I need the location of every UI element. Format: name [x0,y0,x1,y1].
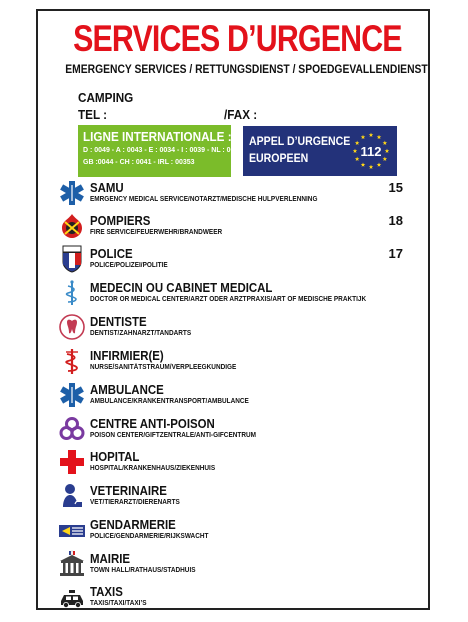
service-desc: HOSPITAL/KRANKENHAUS/ZIEKENHUIS [90,465,216,472]
service-desc: EMRGENCY MEDICAL SERVICE/NOTARZT/MEDISCHE HULPVERLENNING [90,196,318,203]
eu-star [361,162,366,166]
service-name: TAXIS [90,584,123,599]
service-name: GENDARMERIE [90,517,176,532]
european-emergency-box [243,126,397,176]
service-desc: DENTIST/ZAHNARZT/TANDARTS [90,330,192,337]
international-codes-line-2: GB :0044 - CH : 0041 - IRL : 00353 [83,159,195,166]
service-name: HOPITAL [90,449,140,464]
veterinarian-icon [58,482,86,510]
service-desc: POLICE/POLIZEI/POLITIE [90,262,168,269]
star-of-life-icon [58,179,86,207]
service-desc: TAXIS/TAXI/TAXI’S [90,600,147,607]
eu-star [361,135,366,139]
service-number: 18 [388,213,403,228]
service-desc: POISON CENTER/GIFTZENTRALE/ANTI-GIFCENTRUM [90,432,257,439]
gendarmerie-icon [58,516,86,544]
service-row-police [58,245,418,275]
fax-label: /FAX : [224,107,258,122]
european-line-1: APPEL D’URGENCE [249,134,351,148]
service-name: MAIRIE [90,551,131,566]
eu-star [369,133,374,137]
emergency-sign [36,9,430,610]
service-name: AMBULANCE [90,382,164,397]
eu-star [383,141,388,145]
european-line-2: EUROPEEN [249,151,309,165]
ambulance-star-icon [58,381,86,409]
service-desc: VET/TIERARZT/DIERENARTS [90,499,180,506]
service-row-gendarmerie [58,516,418,546]
eu-star [369,165,374,169]
service-row-dentiste [58,313,418,343]
eu-star [377,162,382,166]
sign-subtitle: EMERGENCY SERVICES / RETTUNGSDIENST / SPOEDGEVALLENDIENST [65,62,428,76]
eu-star [377,135,382,139]
eu-star [353,149,358,153]
service-desc: FIRE SERVICE/FEUERWEHR/BRANDWEER [90,229,223,236]
firefighters-emblem-icon [58,212,86,240]
service-name: INFIRMIER(E) [90,348,164,363]
police-badge-icon [58,245,86,273]
caduceus-icon [58,279,86,307]
sign-title: SERVICES D’URGENCE [73,18,402,59]
service-row-anti-poison [58,415,418,445]
service-name: CENTRE ANTI-POISON [90,416,215,431]
service-desc: DOCTOR OR MEDICAL CENTER/ARZT ODER ARZTPRAXIS/ART OF MEDISCHE PRAKTIJK [90,296,367,303]
camping-label: CAMPING [78,90,134,105]
poison-center-icon [58,415,86,443]
service-name: POMPIERS [90,213,151,228]
service-desc: TOWN HALL/RATHAUS/STADHUIS [90,567,196,574]
nurse-caduceus-icon [58,347,86,375]
eu-star [355,157,360,161]
eu-stars-icon [349,129,393,173]
service-name: DENTISTE [90,314,147,329]
eu-star [383,157,388,161]
service-desc: AMBULANCE/KRANKENTRANSPORT/AMBULANCE [90,398,249,405]
service-row-taxis [58,583,418,613]
service-number: 17 [388,246,403,261]
service-row-samu [58,179,418,209]
international-line-box [78,125,243,177]
service-name: MEDECIN OU CABINET MEDICAL [90,280,273,295]
town-hall-icon [58,550,86,578]
eu-star [385,149,390,153]
service-row-veterinaire [58,482,418,512]
service-row-hopital [58,448,418,478]
red-cross-icon [58,448,86,476]
taxi-icon [58,583,86,611]
dentist-icon [58,313,86,341]
international-title: LIGNE INTERNATIONALE : [83,129,232,144]
service-row-pompiers [58,212,418,242]
service-desc: POLICE/GENDARMERIE/RIJKSWACHT [90,533,209,540]
service-row-mairie [58,550,418,580]
service-name: SAMU [90,180,124,195]
service-desc: NURSE/SANITÄTSTRAUM/VERPLEEGKUNDIGE [90,364,237,371]
service-row-ambulance [58,381,418,411]
service-name: VETERINAIRE [90,483,167,498]
service-name: POLICE [90,246,133,261]
service-row-infirmier [58,347,418,377]
international-codes-line-1: D : 0049 - A : 0043 - E : 0034 - I : 0039 - NL : 0031 [83,147,243,154]
service-number: 15 [388,180,403,195]
eu-star [355,141,360,145]
service-row-medecin [58,279,418,309]
tel-label: TEL : [78,107,108,122]
european-number: 112 [360,144,382,159]
